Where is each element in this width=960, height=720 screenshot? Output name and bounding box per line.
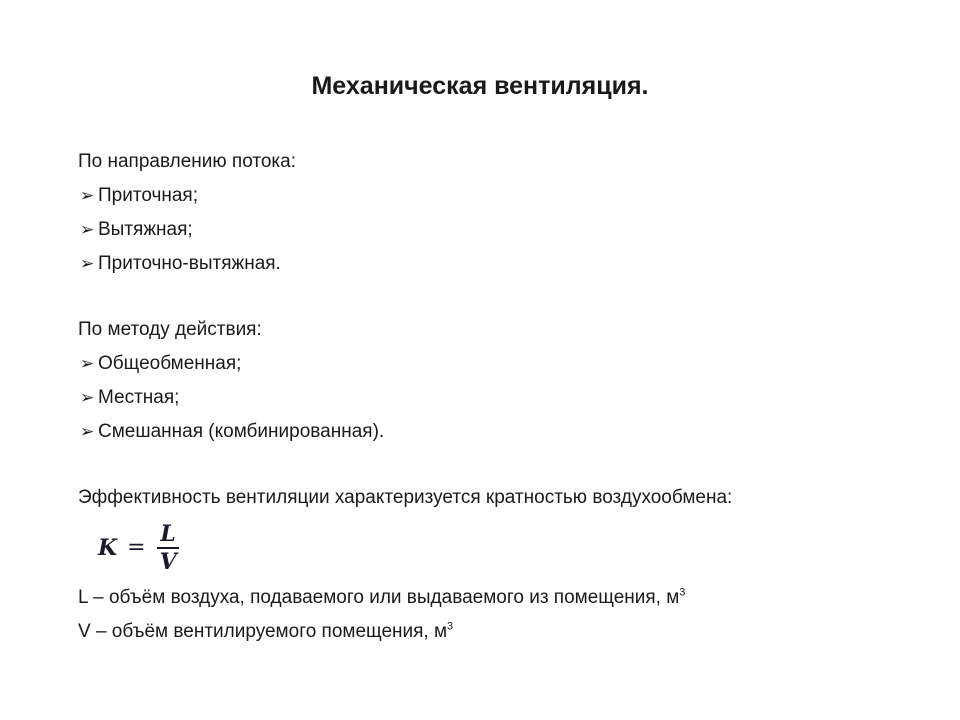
arrow-bullet-icon: ➢ bbox=[80, 220, 95, 239]
list-item: ➢ Приточная; bbox=[78, 179, 898, 213]
formula-numerator: L bbox=[160, 521, 176, 547]
list-item: ➢ Смешанная (комбинированная). bbox=[78, 415, 898, 449]
formula-denominator: V bbox=[159, 549, 177, 575]
air-exchange-formula bbox=[98, 515, 898, 581]
section-heading-method: По методу действия: bbox=[78, 319, 262, 340]
arrow-bullet-icon: ➢ bbox=[80, 388, 95, 407]
list-item: ➢ Приточно-вытяжная. bbox=[78, 247, 898, 281]
formula-equals: = bbox=[127, 535, 146, 560]
arrow-bullet-icon: ➢ bbox=[80, 354, 95, 373]
formula-fraction bbox=[156, 521, 181, 575]
arrow-bullet-icon: ➢ bbox=[80, 254, 95, 273]
page-title: Механическая вентиляция. bbox=[311, 72, 649, 100]
list-item: ➢ Общеобменная; bbox=[78, 347, 898, 381]
list-item: ➢ Вытяжная; bbox=[78, 213, 898, 247]
section-heading-flow: По направлению потока: bbox=[78, 151, 296, 172]
arrow-bullet-icon: ➢ bbox=[80, 422, 95, 441]
slide-content bbox=[78, 145, 898, 649]
efficiency-text: Эффективность вентиляции характеризуется кратностью воздухообмена: bbox=[78, 487, 733, 508]
definition-l: L – объём воздуха, подаваемого или выдаваемого из помещения, $м^3$ bbox=[78, 586, 686, 608]
formula-lhs: K bbox=[98, 535, 118, 561]
arrow-bullet-icon: ➢ bbox=[80, 186, 95, 205]
list-item: ➢ Местная; bbox=[78, 381, 898, 415]
definition-v: V – объём вентилируемого помещения, $м^3$ bbox=[78, 620, 454, 642]
